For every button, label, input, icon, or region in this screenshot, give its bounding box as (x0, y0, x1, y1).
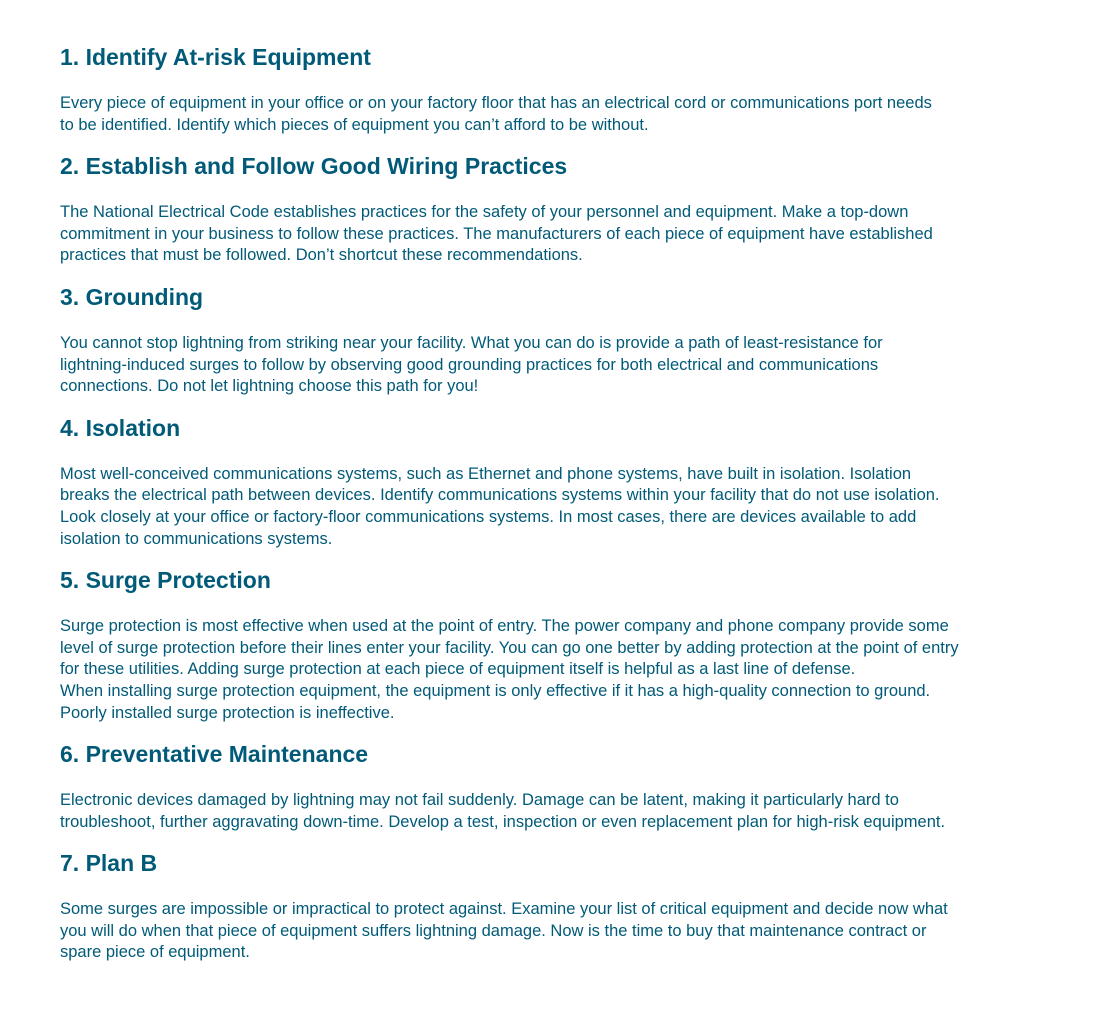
section-identify-equipment (60, 43, 1057, 136)
section-paragraph (60, 790, 1057, 833)
section-heading: 7. Plan B (60, 850, 158, 877)
paragraph-line: breaks the electrical path between devices. Identify communications systems within your facility that do not use isolation. (60, 486, 940, 505)
section-heading: 3. Grounding (60, 283, 204, 310)
paragraph-line: level of surge protection before their lines enter your facility. You can go one better by adding protection at the point of entry (60, 638, 959, 657)
section-plan-b (60, 849, 1057, 964)
paragraph-line: When installing surge protection equipment, the equipment is only effective if it has a high-quality connection to ground. (60, 681, 931, 700)
section-heading: 4. Isolation (60, 414, 181, 441)
section-grounding (60, 283, 1057, 398)
paragraph-line: Poorly installed surge protection is ineffective. (60, 703, 395, 722)
section-isolation (60, 414, 1057, 550)
paragraph-line: connections. Do not let lightning choose this path for you! (60, 377, 479, 396)
paragraph-line: spare piece of equipment. (60, 943, 250, 962)
section-preventative-maintenance (60, 740, 1057, 833)
paragraph-line: isolation to communications systems. (60, 529, 333, 548)
section-wiring-practices (60, 152, 1057, 267)
paragraph-line: Most well-conceived communications systems, such as Ethernet and phone systems, have built in isolation. Isolation (60, 464, 912, 483)
paragraph-line: for these utilities. Adding surge protection at each piece of equipment itself is helpful as a last line of defense. (60, 660, 856, 679)
paragraph-line: Electronic devices damaged by lightning may not fail suddenly. Damage can be latent, making it particularly hard to (60, 791, 899, 810)
paragraph-line: you will do when that piece of equipment suffers lightning damage. Now is the time to buy that maintenance contract or (60, 921, 927, 940)
section-paragraph (60, 202, 1057, 267)
section-paragraph (60, 899, 1057, 964)
paragraph-line: troubleshoot, further aggravating down-time. Develop a test, inspection or even replacement plan for high-risk equipment. (60, 812, 946, 831)
paragraph-line: Some surges are impossible or impractical to protect against. Examine your list of critical equipment and decide now what (60, 900, 948, 919)
section-heading: 5. Surge Protection (60, 567, 271, 594)
paragraph-line: practices that must be followed. Don’t shortcut these recommendations. (60, 246, 583, 265)
paragraph-line: Surge protection is most effective when used at the point of entry. The power company and phone company provide some (60, 617, 949, 636)
section-paragraph (60, 464, 1057, 550)
paragraph-line: to be identified. Identify which pieces of equipment you can’t afford to be without. (60, 115, 649, 134)
section-paragraph (60, 93, 1057, 136)
paragraph-line: lightning-induced surges to follow by observing good grounding practices for both electrical and communications (60, 355, 879, 374)
paragraph-line: Every piece of equipment in your office or on your factory floor that has an electrical cord or communications port needs (60, 94, 932, 112)
section-surge-protection (60, 566, 1057, 724)
section-heading: 6. Preventative Maintenance (60, 741, 369, 768)
section-paragraph (60, 616, 1057, 724)
section-heading: 1. Identify At-risk Equipment (60, 44, 371, 70)
paragraph-line: You cannot stop lightning from striking near your facility. What you can do is provide a path of least-resistance for (60, 333, 883, 352)
section-heading: 2. Establish and Follow Good Wiring Practices (60, 153, 568, 180)
paragraph-line: Look closely at your office or factory-floor communications systems. In most cases, there are devices available to add (60, 507, 917, 526)
paragraph-line: commitment in your business to follow these practices. The manufacturers of each piece of equipment have established (60, 224, 933, 243)
section-paragraph (60, 333, 1057, 398)
paragraph-line: The National Electrical Code establishes practices for the safety of your personnel and equipment. Make a top-down (60, 203, 909, 222)
